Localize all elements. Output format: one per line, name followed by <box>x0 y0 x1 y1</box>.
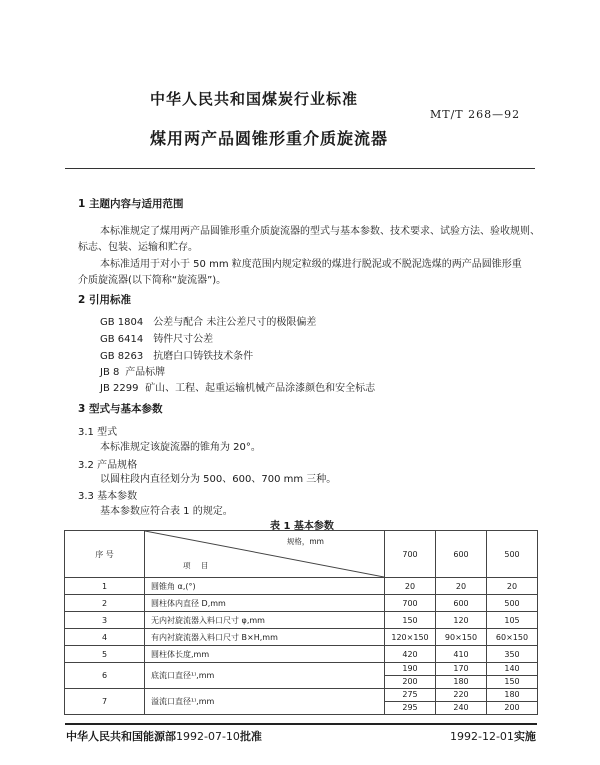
implementation-label: 实施 <box>513 730 536 743</box>
section-2-heading: 2 引用标准 <box>78 294 131 306</box>
section-3-heading: 3 型式与基本参数 <box>78 403 163 415</box>
cell-value-max: 240 <box>436 701 486 714</box>
cell-700: 20 <box>385 578 436 595</box>
cell-600: 600 <box>436 595 487 612</box>
table-header-row <box>65 531 538 578</box>
reference-code: JB 2299 <box>100 383 139 394</box>
cell-value-max: 295 <box>385 701 435 714</box>
reference-code: GB 6414 <box>100 334 144 345</box>
section-3-2-text: 以圆柱段内直径划分为 500、600、700 mm 三种。 <box>100 474 337 485</box>
cell-600: 90×150 <box>436 629 487 646</box>
reference-title: 矿山、工程、起重运输机械产品涂漆颜色和安全标志 <box>145 383 376 394</box>
reference-item <box>100 330 213 345</box>
cell-500: 350 <box>487 646 538 663</box>
cell-value-min: 140 <box>504 664 520 673</box>
cell-700: 420 <box>385 646 436 663</box>
header-no <box>65 531 145 578</box>
page-title: 煤用两产品圆锥形重介质旋流器 <box>150 129 389 148</box>
header-col-600: 600 <box>436 531 487 578</box>
row-item: 无内衬旋流器入料口尺寸 φ,mm <box>145 612 385 629</box>
basic-parameters-table <box>64 530 538 715</box>
header-item-label: 项 目 <box>183 561 213 570</box>
row-no: 4 <box>65 629 145 646</box>
cell-500: 60×150 <box>487 629 538 646</box>
reference-code: JB 8 <box>100 367 120 378</box>
cell-value-min: 275 <box>402 690 418 699</box>
section-3-1-heading: 3.1 型式 <box>78 427 118 438</box>
header-col-700: 700 <box>385 531 436 578</box>
footer-divider <box>65 723 537 725</box>
header-diagonal-cell <box>145 531 385 578</box>
row-no: 6 <box>65 663 145 689</box>
cell-value-max: 150 <box>487 675 537 688</box>
cell-value-min: 170 <box>453 664 469 673</box>
cell-500: 500 <box>487 595 538 612</box>
implementation-line <box>450 728 536 744</box>
row-item: 有内衬旋流器入料口尺寸 B×H,mm <box>145 629 385 646</box>
cell-value-max: 200 <box>385 675 435 688</box>
cell-500 <box>487 663 538 689</box>
cell-600: 120 <box>436 612 487 629</box>
row-no: 7 <box>65 689 145 715</box>
approval-line <box>66 728 262 744</box>
section-3-3-heading: 3.3 基本参数 <box>78 491 138 502</box>
cell-value-max: 180 <box>436 675 486 688</box>
section-1-para-1-line-1: 本标准规定了煤用两产品圆锥形重介质旋流器的型式与基本参数、技术要求、试验方法、验收规则、 <box>100 226 540 237</box>
table-caption: 表 1 基本参数 <box>270 521 334 532</box>
section-1-para-2-line-1: 本标准适用于对小于 50 mm 粒度范围内规定粒级的煤进行脱泥或不脱泥选煤的两产品圆锥形重 <box>100 259 522 270</box>
cell-500: 20 <box>487 578 538 595</box>
section-1-heading: 1 主题内容与适用范围 <box>78 198 184 210</box>
table-row <box>65 595 538 612</box>
standard-code: MT/T 268—92 <box>430 108 521 121</box>
reference-title: 抗磨白口铸铁技术条件 <box>153 351 254 362</box>
reference-title: 铸件尺寸公差 <box>153 334 214 345</box>
table-row <box>65 646 538 663</box>
header-diagonal-line <box>145 531 384 577</box>
cell-700: 700 <box>385 595 436 612</box>
approval-date: 1992-07-10 <box>176 730 240 743</box>
row-item: 底流口直径¹⁾,mm <box>145 663 385 689</box>
section-3-2-heading: 3.2 产品规格 <box>78 460 138 471</box>
cell-700 <box>385 689 436 715</box>
reference-item <box>100 363 165 378</box>
title-divider <box>65 168 535 169</box>
row-no: 3 <box>65 612 145 629</box>
table-row <box>65 689 538 715</box>
approval-label: 批准 <box>239 730 262 743</box>
header-col-500: 500 <box>487 531 538 578</box>
cell-value-min: 180 <box>504 690 520 699</box>
row-item: 圆柱体长度,mm <box>145 646 385 663</box>
cell-600: 410 <box>436 646 487 663</box>
reference-item <box>100 347 253 362</box>
cell-600: 20 <box>436 578 487 595</box>
table-row <box>65 578 538 595</box>
section-3-1-text: 本标准规定该旋流器的锥角为 20°。 <box>100 442 261 453</box>
reference-title: 公差与配合 未注公差尺寸的极限偏差 <box>153 317 317 328</box>
cell-500: 105 <box>487 612 538 629</box>
row-item: 圆柱体内直径 D,mm <box>145 595 385 612</box>
cell-value-max: 200 <box>487 701 537 714</box>
table-row <box>65 612 538 629</box>
section-1-para-2-line-2: 介质旋流器(以下简称“旋流器”)。 <box>78 275 227 286</box>
cell-600 <box>436 663 487 689</box>
section-3-3-text: 基本参数应符合表 1 的规定。 <box>100 506 233 517</box>
table-row <box>65 663 538 689</box>
reference-title: 产品标牌 <box>125 367 166 378</box>
implementation-date: 1992-12-01 <box>450 730 514 743</box>
cell-700: 120×150 <box>385 629 436 646</box>
header-spec-label: 规格，mm <box>286 537 324 546</box>
cell-700: 150 <box>385 612 436 629</box>
row-item: 圆锥角 α,(°) <box>145 578 385 595</box>
cell-700 <box>385 663 436 689</box>
cell-value-min: 190 <box>402 664 418 673</box>
reference-item <box>100 313 316 328</box>
approving-authority: 中华人民共和国能源部 <box>66 730 176 743</box>
cell-600 <box>436 689 487 715</box>
reference-code: GB 8263 <box>100 351 144 362</box>
cell-value-min: 220 <box>453 690 469 699</box>
section-1-para-1-line-2: 标志、包装、运输和贮存。 <box>78 242 198 253</box>
row-no: 1 <box>65 578 145 595</box>
reference-code: GB 1804 <box>100 317 144 328</box>
reference-item <box>100 379 375 394</box>
row-item: 溢流口直径¹⁾,mm <box>145 689 385 715</box>
header-no-label: 序 号 <box>95 549 114 559</box>
cell-500 <box>487 689 538 715</box>
standard-category: 中华人民共和国煤炭行业标准 <box>150 90 359 108</box>
table-row <box>65 629 538 646</box>
row-no: 5 <box>65 646 145 663</box>
row-no: 2 <box>65 595 145 612</box>
